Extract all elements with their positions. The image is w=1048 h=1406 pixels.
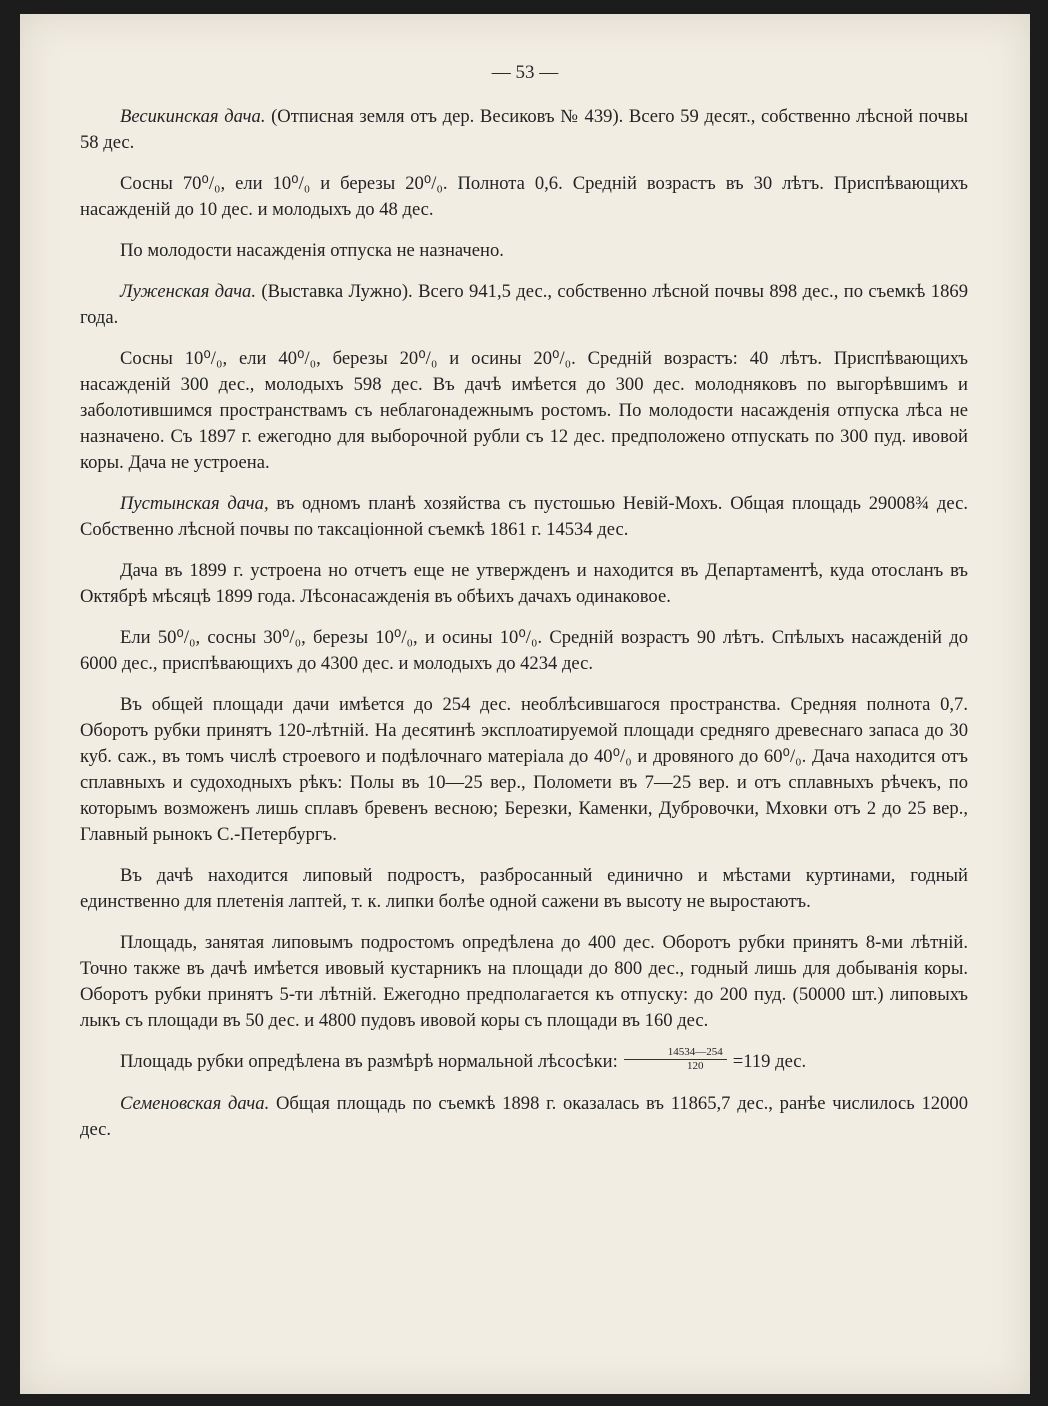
paragraph: Дача въ 1899 г. устроена но отчетъ еще не утвержденъ и находится въ Департаментѣ, куда отосланъ въ Октябрѣ мѣсяцѣ 1899 года. Лѣсонасажденія въ обѣихъ дачахъ одинаковое. [80, 560, 968, 607]
paragraph: Сосны 70⁰/₀, ели 10⁰/₀ и березы 20⁰/₀. Полнота 0,6. Средній возрастъ въ 30 лѣтъ. Приспѣвающихъ насажденій до 10 дес. и молодыхъ до 48 дес. [80, 173, 968, 220]
fraction [624, 1046, 727, 1073]
paragraph-semenovskaya [80, 1091, 968, 1143]
paragraph-formula [80, 1046, 968, 1076]
section-title-luzhenskaya: Луженская дача. [120, 281, 257, 302]
paragraph: Площадь, занятая липовымъ подростомъ опредѣлена до 400 дес. Оборотъ рубки принятъ 8-ми лѣтній. Точно также въ дачѣ имѣется ивовый кустарникъ на площади до 800 дес., годный лишь для добыванія коры. Оборотъ рубки принятъ 5-ти лѣтній. Ежегодно предполагается къ отпуску: до 200 пуд. (50000 шт.) липовыхъ лыкъ съ площади въ 50 дес. и 4800 пудовъ ивовой коры съ площади въ 160 дес. [80, 932, 968, 1031]
paragraph: Ели 50⁰/₀, сосны 30⁰/₀, березы 10⁰/₀, и осины 10⁰/₀. Средній возрастъ 90 лѣтъ. Спѣлыхъ насажденій до 6000 дес., приспѣвающихъ до 4300 дес. и молодыхъ до 4234 дес. [80, 627, 968, 674]
paragraph-vesikinskaya [80, 104, 968, 156]
paragraph: По молодости насажденія отпуска не назначено. [120, 240, 504, 261]
fraction-numerator: 14534—254 [624, 1046, 727, 1060]
paragraph-text: Общая площадь по съемкѣ 1898 г. оказалась въ 11865,7 дес., ранѣе числилось 12000 дес. [80, 1093, 968, 1141]
section-title-vesikinskaya: Весикинская дача. [120, 106, 266, 127]
paragraph-text: Площадь рубки опредѣлена въ размѣрѣ нормальной лѣсосѣки: [120, 1051, 618, 1072]
paragraph-luzhenskaya [80, 279, 968, 331]
fraction-denominator: 120 [687, 1060, 704, 1073]
section-title-semenovskaya: Семеновская дача. [120, 1093, 270, 1115]
paragraph-text: (Отписная земля отъ дер. Весиковъ № 439). Всего 59 десят., собственно лѣсной почвы 58 дес. [80, 106, 968, 153]
page-body [80, 104, 968, 1158]
paragraph-pustynskaya [80, 491, 968, 543]
book-page [20, 14, 1030, 1394]
paragraph-text: въ одномъ планѣ хозяйства съ пустошью Невій-Мохъ. Общая площадь 29008¾ дес. Собственно лѣсной почвы по таксаціонной съемкѣ 1861 г. 14534 дес. [80, 493, 968, 540]
page-number: — 53 — [491, 62, 559, 83]
paragraph: Въ дачѣ находится липовый подростъ, разбросанный единично и мѣстами куртинами, годный единственно для плетенія лаптей, т. к. липки болѣе одной сажени въ высоту не выростаютъ. [80, 865, 968, 912]
formula-result: =119 дес. [732, 1051, 807, 1072]
paragraph-text: (Выставка Лужно). Всего 941,5 дес., собственно лѣсной почвы 898 дес., по съемкѣ 1869 года. [80, 281, 968, 328]
section-title-pustynskaya: Пустынская дача, [120, 493, 269, 514]
paragraph: Сосны 10⁰/₀, ели 40⁰/₀, березы 20⁰/₀ и осины 20⁰/₀. Средній возрастъ: 40 лѣтъ. Приспѣвающихъ насажденій 300 дес., молодыхъ 598 дес. Въ дачѣ имѣется до 300 дес. молодняковъ по выгорѣвшимъ и заболотившимся пространствамъ съ неблагонадежнымъ ростомъ. По молодости насажденія отпуска лѣса не назначено. Съ 1897 г. ежегодно для выборочной рубли съ 12 дес. предположено отпускать по 300 пуд. ивовой коры. Дача не устроена. [80, 348, 968, 473]
paragraph: Въ общей площади дачи имѣется до 254 дес. необлѣсившагося пространства. Средняя полнота 0,7. Оборотъ рубки принятъ 120-лѣтній. На десятинѣ эксплоатируемой площади средняго древеснаго запаса до 30 куб. саж., въ томъ числѣ строевого и подѣлочнаго матеріала до 40⁰/₀ и дровяного до 60⁰/₀. Дача находится отъ сплавныхъ и судоходныхъ рѣкъ: Полы въ 10—25 вер., Поломети въ 7—25 вер. и отъ сплавныхъ рѣчекъ, по которымъ возможенъ лишь сплавъ бревенъ весною; Березки, Каменки, Дубровочки, Мховки отъ 2 до 25 вер., Главный рынокъ С.-Петербургъ. [80, 694, 968, 845]
